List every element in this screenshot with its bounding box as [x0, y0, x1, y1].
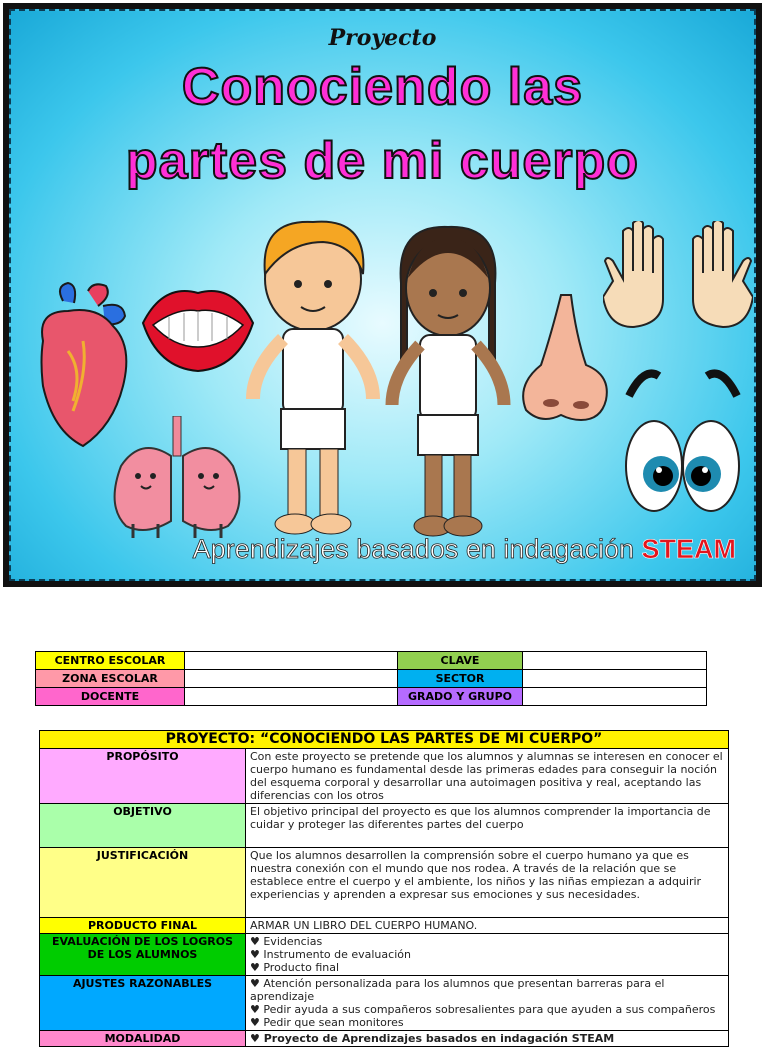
ajustes-list [246, 976, 729, 1031]
modalidad-label: MODALIDAD [40, 1031, 246, 1047]
info-row [36, 670, 707, 688]
ajustes-label: AJUSTES RAZONABLES [40, 976, 246, 1031]
evaluacion-list [246, 934, 729, 976]
ajustes-item: ♥ Pedir ayuda a sus compañeros sobresalientes para que ayuden a sus compañeros [250, 1003, 724, 1016]
cover-pre-title: Proyecto [328, 25, 437, 51]
producto-final-text: ARMAR UN LIBRO DEL CUERPO HUMANO. [246, 918, 729, 934]
school-info-table [35, 651, 707, 706]
cover-background [9, 9, 756, 581]
nose-icon [521, 293, 613, 428]
cover-title-line-1: Conociendo las [181, 58, 584, 116]
lungs-icon [103, 416, 251, 541]
objetivo-text: El objetivo principal del proyecto es que los alumnos comprender la importancia de cuidar y proteger las diferentes partes del cuerpo [246, 804, 729, 848]
centro-escolar-value[interactable] [185, 652, 398, 670]
grado-grupo-value[interactable] [523, 688, 707, 706]
ajustes-item: ♥ Atención personalizada para los alumnos que presentan barreras para el aprendizaje [250, 977, 724, 1003]
evaluacion-item: ♥ Instrumento de evaluación [250, 948, 724, 961]
cover-subtitle-text: Aprendizajes basados en indagación [192, 534, 634, 564]
hands-icon [603, 221, 753, 341]
project-header: PROYECTO: “CONOCIENDO LAS PARTES DE MI CUERPO” [40, 731, 729, 749]
docente-label: DOCENTE [36, 688, 185, 706]
cover-subtitle [193, 534, 736, 565]
justificacion-text: Que los alumnos desarrollen la comprensión sobre el cuerpo humano ya que es nuestra conexión con el mundo que nos rodea. A través de la relación que se establece entre el cuerpo y el ambiente, los niños y las niñas empiezan a adquirir experiencias y aprenden a expresar sus emociones y sus necesidades. [246, 848, 729, 918]
objetivo-label: OBJETIVO [40, 804, 246, 848]
centro-escolar-label: CENTRO ESCOLAR [36, 652, 185, 670]
lips-icon [139, 283, 257, 375]
modalidad-item: ♥ Proyecto de Aprendizajes basados en indagación STEAM [250, 1032, 724, 1045]
justificacion-label: JUSTIFICACIÓN [40, 848, 246, 918]
proposito-text: Con este proyecto se pretende que los alumnos y alumnas se interesen en conocer el cuerpo humano es fundamental desde las primeras edades para conseguir la noción del esquema corporal y desarrollar una autoimagen positiva y real, aceptando las diferencias con los otros [246, 749, 729, 804]
proposito-label: PROPÓSITO [40, 749, 246, 804]
info-row [36, 652, 707, 670]
girl-icon [383, 223, 513, 541]
boy-icon [243, 219, 383, 541]
eyes-icon [619, 366, 747, 521]
ajustes-item: ♥ Pedir que sean monitores [250, 1016, 724, 1029]
cover-subtitle-steam: STEAM [641, 534, 736, 564]
clave-label: CLAVE [398, 652, 523, 670]
docente-value[interactable] [185, 688, 398, 706]
evaluacion-label: EVALUACIÓN DE LOS LOGROS DE LOS ALUMNOS [40, 934, 246, 976]
sector-value[interactable] [523, 670, 707, 688]
cover-page [3, 3, 762, 587]
producto-final-label: PRODUCTO FINAL [40, 918, 246, 934]
modalidad-list [246, 1031, 729, 1047]
grado-grupo-label: GRADO Y GRUPO [398, 688, 523, 706]
info-row [36, 688, 707, 706]
clave-value[interactable] [523, 652, 707, 670]
cover-title-line-2: partes de mi cuerpo [125, 132, 640, 190]
evaluacion-item: ♥ Evidencias [250, 935, 724, 948]
zona-escolar-label: ZONA ESCOLAR [36, 670, 185, 688]
sector-label: SECTOR [398, 670, 523, 688]
zona-escolar-value[interactable] [185, 670, 398, 688]
evaluacion-item: ♥ Producto final [250, 961, 724, 974]
project-table [39, 730, 729, 1047]
